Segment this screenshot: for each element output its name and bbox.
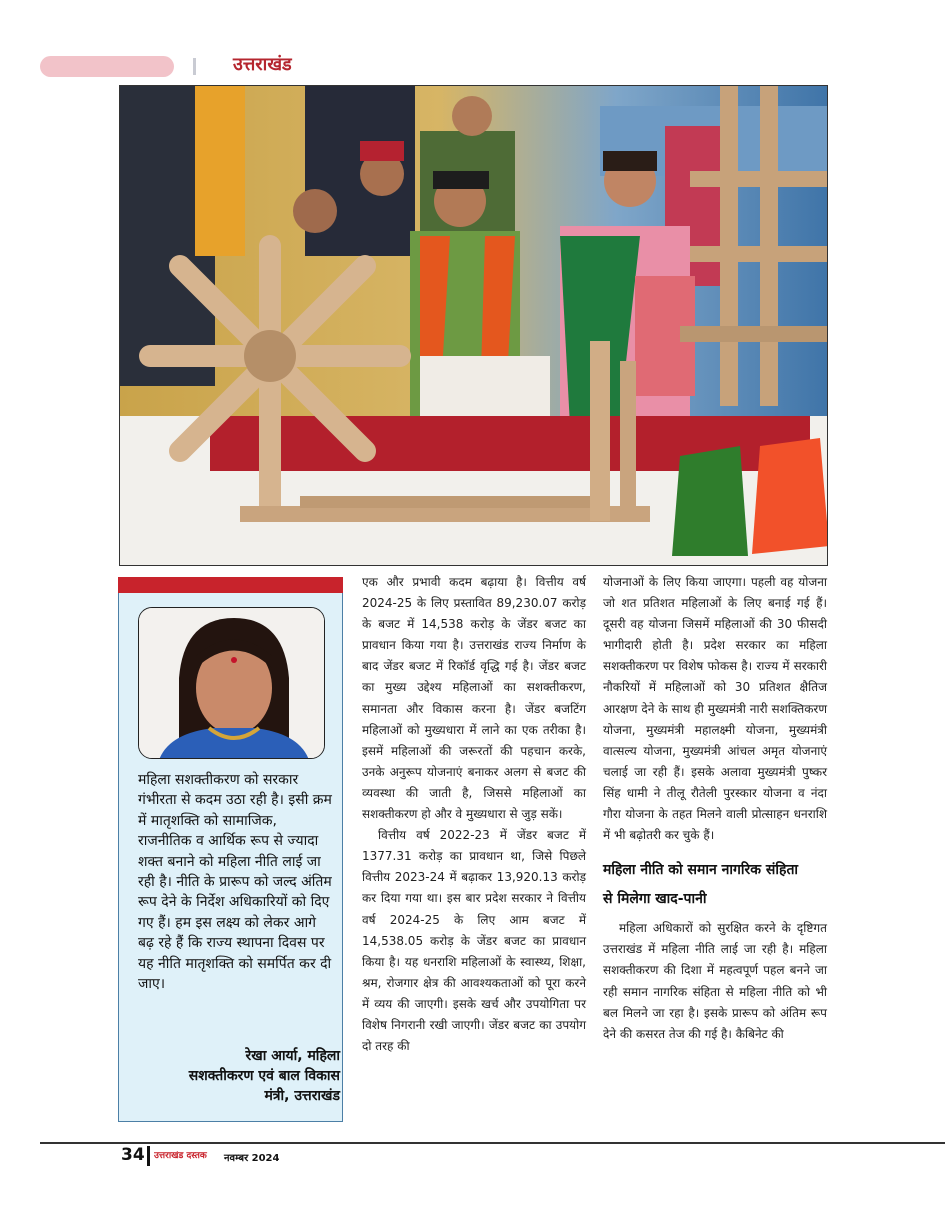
quote-author xyxy=(130,1046,340,1106)
article-column-1 xyxy=(362,572,586,1057)
article-subheading xyxy=(603,856,827,914)
footer-issue-date: नवम्बर 2024 xyxy=(224,1153,280,1164)
page-number: 34 xyxy=(121,1145,145,1165)
portrait-photo-illustration xyxy=(139,608,325,759)
article-column-2 xyxy=(603,572,827,1045)
quote-text: महिला सशक्तीकरण को सरकार गंभीरता से कदम उठा रही है। इसी क्रम में मातृशक्ति को सामाजिक, राजनीतिक व आर्थिक रूप से ज्यादा शक्त बनाने को महिला नीति लाई जा रही है। नीति के प्रारूप को जल्द अंतिम रूप देने के निर्देश अधिकारियों को दिए गए हैं। हम इस लक्ष्य को लेकर आगे बढ़ रहे हैं कि राज्य स्थापना दिवस पर यह नीति मातृशक्ति को समर्पित कर दी जाए। xyxy=(138,772,332,993)
main-photo-charkha xyxy=(119,85,828,566)
article-paragraph: एक और प्रभावी कदम बढ़ाया है। वित्तीय वर्ष 2024-25 के लिए प्रस्तावित 89,230.07 करोड़ के बजट में 14,538 करोड़ के जेंडर बजट का प्रावधान किया गया है। उत्तराखंड राज्य निर्माण के बाद जेंडर बजट में रिकॉर्ड वृद्धि गई है। जेंडर बजट का मुख्य उद्देश्य महिलाओं का सशक्तीकरण, समानता और विकास करना है। जेंडर बजटिंग महिलाओं को मुख्यधारा में लाने का एक तरीका है। इसमें महिलाओं की जरूरतों की पहचान करके, उनके अनुरूप योजनाएं बनाकर अलग से बजट की व्यवस्था की जाती है, जिससे महिलाओं का सशक्तीकरण हो और वे मुख्यधारा से जुड़ सकें। xyxy=(362,575,586,822)
footer-separator xyxy=(147,1146,150,1166)
header-separator xyxy=(193,58,196,75)
subheading-line2: से मिलेगा खाद-पानी xyxy=(603,891,707,908)
article-paragraph: वित्तीय वर्ष 2022-23 में जेंडर बजट में 1377.31 करोड़ का प्रावधान था, जिसे पिछले वित्तीय 2023-24 में बढ़ाकर 13,920.13 करोड़ कर दिया गया था। इस बार प्रदेश सरकार ने वित्तीय वर्ष 2024-25 के लिए आम बजट में 14,538.05 करोड़ के जेंडर बजट का प्रावधान किया है। यह धनराशि महिलाओं के स्वास्थ्य, शिक्षा, श्रम, रोजगार क्षेत्र की आवश्यकताओं को पूरा करने में व्यय की जाएगी। इसके खर्च और उपयोगिता पर विशेष निगरानी रखी जाएगी। जेंडर बजट का उपयोग दो तरह की xyxy=(362,828,586,1054)
article-paragraph: योजनाओं के लिए किया जाएगा। पहली वह योजना जो शत प्रतिशत महिलाओं के लिए बनाई गई हैं। दूसरी वह योजना जिसमें महिलाओं की 30 फीसदी भागीदारी होती है। प्रदेश सरकार का महिला सशक्तीकरण पर विशेष फोकस है। राज्य में सरकारी नौकरियों में महिलाओं को 30 प्रतिशत क्षैतिज आरक्षण देने के साथ ही मुख्यमंत्री नारी सशक्तिकरण योजना, मुख्यमंत्री महालक्ष्मी योजना, मुख्यमंत्री वात्सल्य योजना, मुख्यमंत्री आंचल अमृत योजनाएं चलाई जा रही हैं। इसके अलावा मुख्यमंत्री पुष्कर सिंह धामी ने तीलू रौतेली पुरस्कार योजना व नंदा गौरा योजना के तहत मिलने वाली प्रोत्साहन धनराशि में भी बढ़ोतरी कर चुके हैं। xyxy=(603,575,827,843)
footer-rule xyxy=(40,1142,945,1144)
quote-author-line1: रेखा आर्या, महिला xyxy=(245,1048,340,1064)
quote-accent-bar xyxy=(118,577,343,593)
subheading-line1: महिला नीति को समान नागरिक संहिता xyxy=(603,862,799,879)
quote-author-line2: सशक्तीकरण एवं बाल विकास xyxy=(188,1068,340,1084)
section-title: उत्तराखंड xyxy=(233,54,292,75)
minister-portrait xyxy=(138,607,325,759)
header-decoration-pill xyxy=(40,56,174,77)
article-paragraph: महिला अधिकारों को सुरक्षित करने के दृष्टिगत उत्तराखंड में महिला नीति लाई जा रही है। महिला सशक्तीकरण की दिशा में महत्वपूर्ण पहल बनने जा रही समान नागरिक संहिता से महिला नीति को भी बल मिलने जा रहा है। इसके प्रारूप को अंतिम रूप देने की कसरत तेज की गई है। कैबिनेट की xyxy=(603,921,827,1041)
quote-author-line3: मंत्री, उत्तराखंड xyxy=(264,1088,340,1104)
footer-magazine-logo: उत्तराखंड दस्तक xyxy=(154,1151,207,1161)
charkha-photo-illustration xyxy=(120,86,828,566)
